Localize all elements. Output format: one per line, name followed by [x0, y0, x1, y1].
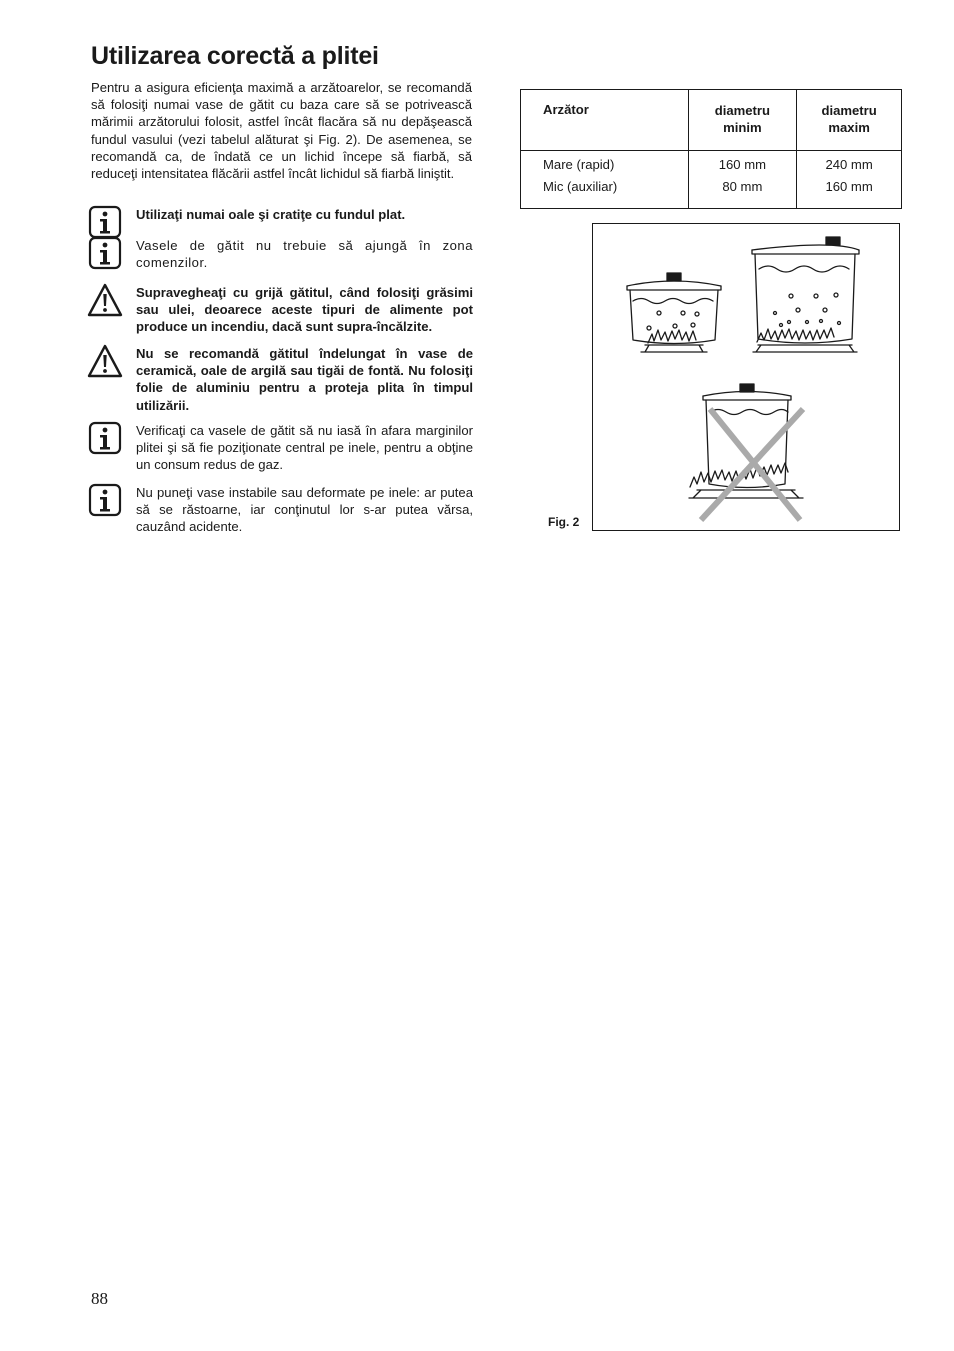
note-text: Verificaţi ca vasele de gătit să nu iasă în afara marginilor plitei şi să fie poziţionate central pe inele, pentru a obţine un consum redus de gaz.	[136, 423, 473, 473]
info-icon	[87, 420, 123, 456]
note-controls-area	[87, 237, 473, 271]
warning-icon	[87, 343, 123, 379]
note-fat-oil-warning	[87, 284, 473, 336]
table-row	[521, 151, 902, 209]
pot-large-correct-illustration	[752, 237, 859, 352]
note-text: Nu se recomandă gătitul îndelungat în vase de ceramică, oale de argilă sau tigăi de fontă. Nu folosiţi folie de aluminiu pentru a proteja plita în timpul utilizării.	[136, 346, 473, 413]
table-header-row	[521, 90, 902, 151]
note-unstable-pots	[87, 484, 473, 536]
pot-oversize-flame-wrong-illustration	[689, 384, 803, 498]
page-title: Utilizarea corectă a plitei	[91, 42, 379, 70]
info-icon	[87, 482, 123, 518]
note-text: Supravegheaţi cu grijă gătitul, când folosiţi grăsimi sau ulei, deoarece aceste tipuri de alimente pot produce un incendiu, dacă sunt supra-încălzite.	[136, 285, 473, 335]
figure-cookware-illustration	[592, 223, 900, 531]
figure-drawing	[593, 224, 898, 529]
wrong-cross-mark	[701, 409, 803, 520]
header-burner: Arzător	[521, 90, 689, 151]
header-max-diameter: diametru maxim	[797, 90, 902, 151]
pot-small-correct-illustration	[627, 273, 721, 352]
page-number: 88	[91, 1289, 108, 1308]
note-center-pots	[87, 422, 473, 474]
note-text: Nu puneţi vase instabile sau deformate pe inele: ar putea să se răstoarne, iar conţinutul lor s-ar putea vărsa, cauzând acidente.	[136, 485, 473, 535]
note-text: Vasele de gătit nu trebuie să ajungă în zona comenzilor.	[136, 238, 473, 271]
cell-max-values: 240 mm 160 mm	[797, 151, 902, 209]
intro-paragraph: Pentru a asigura eficienţa maximă a arzătoarelor, se recomandă să folosiţi numai vase de gătit cu baza care să se potrivească mărimii arzătorului folosit, astfel încât flacăra să nu depăşească fundul vasului (vezi tabelul alăturat şi Fig. 2). De asemenea, se recomandă ca, de îndată ce un lichid începe să fiarbă, să reduceţi intensitatea flăcării astfel încât lichidul să fiarbă liniştit.	[91, 80, 472, 182]
cell-burner-names: Mare (rapid) Mic (auxiliar)	[521, 151, 689, 209]
header-min-diameter: diametru minim	[688, 90, 797, 151]
warning-icon	[87, 282, 123, 318]
burner-diameter-table	[520, 89, 902, 209]
note-flat-bottom	[87, 206, 473, 240]
note-text: Utilizaţi numai oale şi cratiţe cu fundul plat.	[136, 207, 406, 222]
note-ceramic-warning	[87, 345, 473, 414]
cell-min-values: 160 mm 80 mm	[688, 151, 797, 209]
info-icon	[87, 235, 123, 271]
figure-label: Fig. 2	[548, 515, 580, 529]
